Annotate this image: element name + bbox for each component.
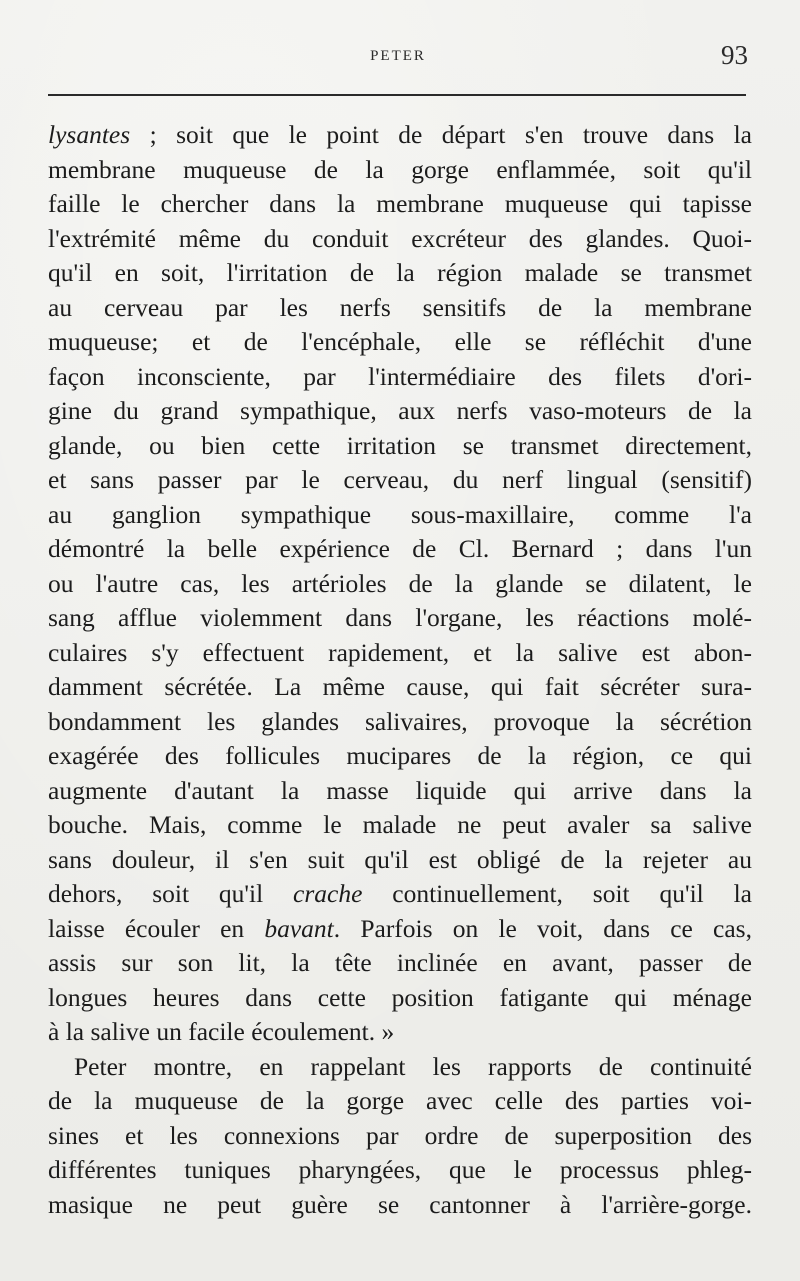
text-line: qu'il en soit, l'irritation de la région malade se transmet	[48, 258, 752, 287]
page-header	[48, 40, 748, 80]
text-line: bouche. Mais, comme le malade ne peut avaler sa salive	[48, 810, 752, 839]
italic-term: crache	[293, 879, 363, 908]
text-line: augmente d'autant la masse liquide qui arrive dans la	[48, 775, 752, 805]
text-line: Peter montre, en rappelant les rapports de continuité	[74, 1051, 752, 1081]
text-line: à la salive un facile écoulement. »	[48, 1017, 395, 1046]
text-line: longues heures dans cette position fatigante qui ménage	[48, 982, 752, 1012]
text-line: muqueuse; et de l'encéphale, elle se réfléchit d'une	[48, 327, 752, 356]
text-line: au cerveau par les nerfs sensitifs de la membrane	[48, 292, 752, 322]
text-line: assis sur son lit, la tête inclinée en avant, passer de	[48, 948, 752, 977]
text-line: l'extrémité même du conduit excréteur des glandes. Quoi-	[48, 223, 752, 253]
text-line	[48, 877, 752, 912]
text-line: au ganglion sympathique sous-maxillaire, comme l'a	[48, 499, 752, 529]
text-line: culaires s'y effectuent rapidement, et la salive est abon-	[48, 637, 752, 667]
text-line: et sans passer par le cerveau, du nerf lingual (sensitif)	[48, 465, 752, 494]
text-line: sines et les connexions par ordre de superposition des	[48, 1120, 752, 1150]
text-line	[48, 912, 752, 947]
text-line: façon inconsciente, par l'intermédiaire des filets d'ori-	[48, 361, 752, 391]
text-line: gine du grand sympathique, aux nerfs vaso-moteurs de la	[48, 396, 752, 425]
page-number: 93	[721, 40, 748, 70]
header-rule	[48, 94, 746, 96]
text-line	[48, 118, 752, 153]
text-line: faille le chercher dans la membrane muqueuse qui tapisse	[48, 189, 752, 218]
text-line: bondamment les glandes salivaires, provoque la sécrétion	[48, 706, 752, 736]
text-line: différentes tuniques pharyngées, que le processus phleg-	[48, 1155, 752, 1184]
text-line: damment sécrétée. La même cause, qui fait sécréter sura-	[48, 672, 752, 701]
text-line: sans douleur, il s'en suit qu'il est obligé de la rejeter au	[48, 844, 752, 874]
text-line: sang afflue violemment dans l'organe, les réactions molé-	[48, 603, 752, 632]
running-head: PETER	[370, 48, 426, 64]
text-line: de la muqueuse de la gorge avec celle des parties voi-	[48, 1086, 752, 1115]
text-line: ou l'autre cas, les artérioles de la glande se dilatent, le	[48, 568, 752, 598]
body-text	[48, 118, 752, 1222]
italic-term: lysantes	[48, 120, 131, 149]
line-text: ; soit que le point de départ s'en trouve dans la	[130, 120, 752, 149]
line-text: laisse écouler en	[48, 913, 265, 943]
italic-term: bavant	[264, 913, 334, 943]
line-text: . Parfois on le voit, dans ce cas,	[333, 913, 752, 943]
text-line: démontré la belle expérience de Cl. Bernard ; dans l'un	[48, 534, 752, 563]
text-line: exagérée des follicules mucipares de la région, ce qui	[48, 741, 752, 770]
text-line: masique ne peut guère se cantonner à l'arrière-gorge.	[48, 1189, 752, 1219]
text-line: membrane muqueuse de la gorge enflammée, soit qu'il	[48, 154, 752, 184]
text-line: glande, ou bien cette irritation se transmet directement,	[48, 430, 752, 460]
line-text: continuellement, soit qu'il la	[362, 879, 752, 908]
line-text: dehors, soit qu'il	[48, 879, 294, 908]
